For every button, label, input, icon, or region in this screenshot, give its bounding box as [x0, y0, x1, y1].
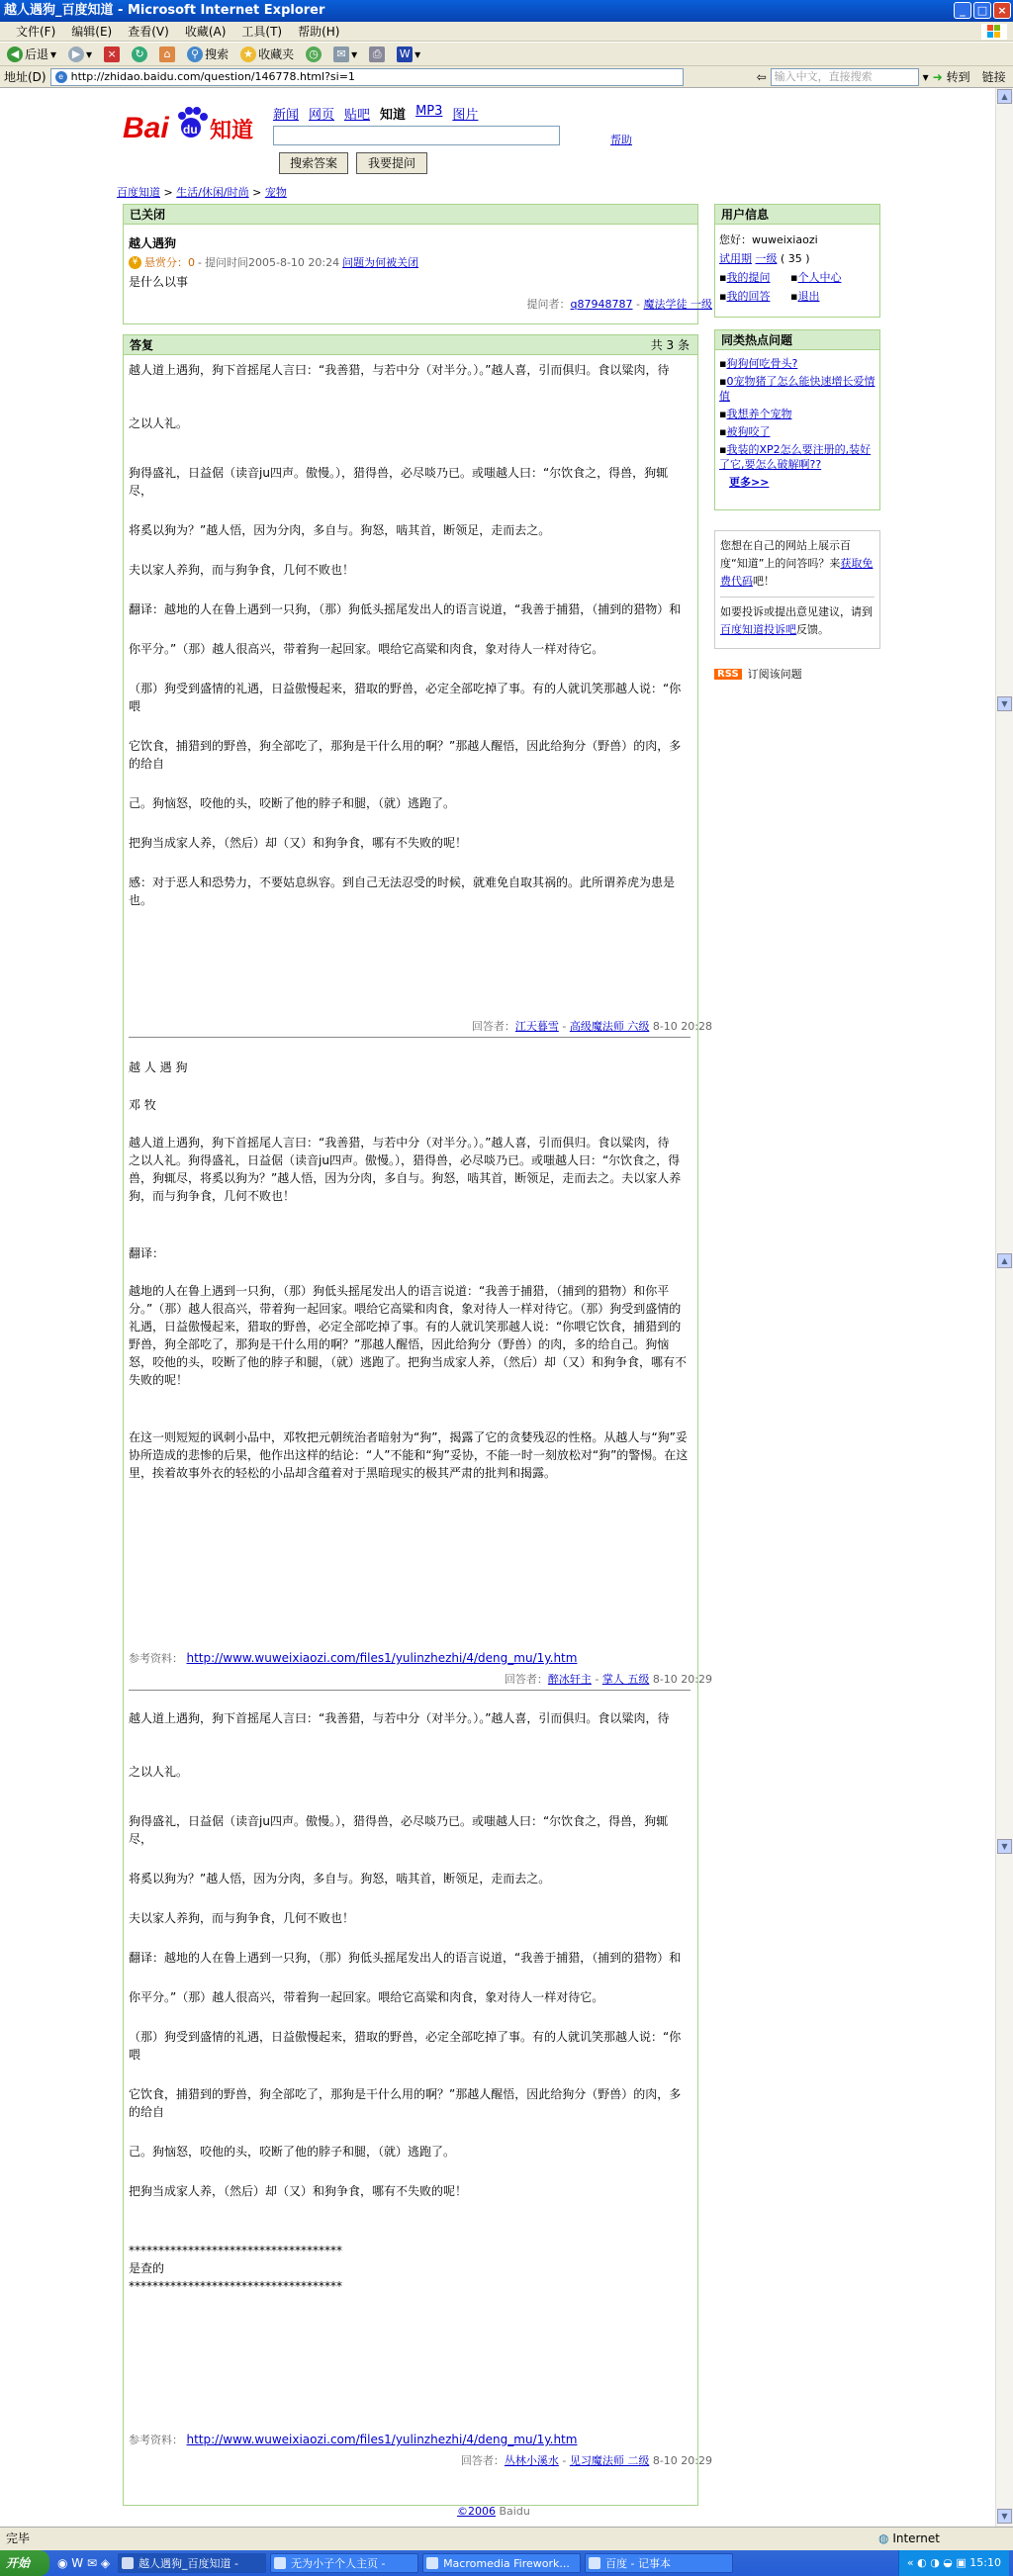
answer-divider	[129, 1037, 691, 1038]
question-time: 提问时间2005-8-10 20:24	[204, 256, 340, 269]
star-icon: ★	[240, 46, 256, 62]
scroll-marker-icon: ▼	[997, 1839, 1012, 1854]
answer-2-para: 在这一则短短的讽刺小品中，邓牧把元朝统治者暗射为“狗”，揭露了它的贪婪残忍的性格。从越人与“狗”妥协所造成的悲惨的后果，他作出这样的结论：“人”不能和“狗”妥协，不能一时一刻放松对“狗”的警惕。在这里，挨着故事外衣的轻松的小品却含蕴着对于黑暗现实的极其严肃的批判和揭露。	[129, 1430, 689, 1480]
top-nav	[273, 104, 478, 123]
answer-1-para: 将奚以狗为？”越人悟，因为分肉，多自与。狗怒，啮其首，断领足，走而去之。	[129, 523, 551, 537]
nav-news[interactable]: 新闻	[273, 108, 300, 123]
question-body: 是什么以事	[129, 275, 189, 289]
answer-2-para: 越地的人在鲁上遇到一只狗，（那）狗低头摇尾发出人的语言说道：“我善于捕猎，（捕到的猎物）和你平分。”（那）越人很高兴，带着狗一起回家。喂给它高粱和肉食，象对待人一样对待它。（那）狗受到盛情的礼遇，日益傲慢起来，猎取的野兽，必定全部吃掉了事。有的人就讥笑那越人说：“你喂它饮食，捕猎到的野兽，狗全部吃了，那狗是干什么用的啊？”那越人醒悟，因此给狗分（野兽）的肉，多的给自己。狗恼怒，咬他的头，咬断了他的脖子和腿，（就）逃跑了。把狗当成家人养，（然后）却（又）和狗争食，哪有不失败的呢！	[129, 1284, 688, 1387]
print-icon: ⎙	[369, 46, 385, 62]
forward-arrow-icon: ▶	[68, 46, 84, 62]
answer-2-body	[129, 1058, 691, 1482]
mail-button[interactable]: ✉ ▾	[330, 46, 360, 62]
answer-2-meta: 回答者：醉冰轩主 - 掌人 五级 8-10 20:29	[504, 1673, 712, 1686]
user-grade[interactable]: 一级	[755, 252, 778, 265]
history-icon: ◷	[306, 46, 322, 62]
hot-question-link[interactable]: 我装的XP2怎么要注册的,装好了它,要怎么破解啊??	[719, 443, 872, 471]
question-asker: 提问者：q87948787 - 魔法学徒 一级	[526, 298, 712, 311]
answer-3-ref-link[interactable]: http://www.wuweixiaozi.com/files1/yulinzhezhi/4/deng_mu/1y.htm	[186, 2433, 578, 2446]
asker-level[interactable]: 魔法学徒 一级	[643, 298, 712, 311]
address-url: http://zhidao.baidu.com/question/146778.html?si=1	[70, 70, 355, 83]
scroll-marker-icon: ▲	[997, 1253, 1012, 1268]
windows-logo-icon	[981, 24, 1007, 40]
complaint-link[interactable]: 百度知道投诉吧	[720, 623, 796, 636]
search-icon: ⚲	[187, 46, 203, 62]
answer-2-trans-label: 翻译：	[129, 1246, 165, 1260]
answer-1-para: 它饮食，捕猎到的野兽，狗全部吃了，那狗是干什么用的啊？”那越人醒悟，因此给狗分（野兽）的肉，多的给自	[129, 739, 682, 771]
answer-2-title: 越 人 遇 狗	[129, 1060, 188, 1074]
baidu-logo[interactable]	[123, 102, 261, 147]
hot-question-link[interactable]: 0宠物猪了怎么能快速增长爱情值	[719, 375, 875, 403]
answer-3-meta: 回答者：丛林小溪水 - 见习魔法师 二级 8-10 20:29	[460, 2454, 712, 2467]
answer-3-para: 夫以家人养狗，而与狗争食，几何不败也！	[129, 1911, 355, 1925]
my-questions-link[interactable]: 我的提问	[726, 271, 771, 284]
stop-icon: ×	[104, 46, 120, 62]
answer-3-para: 它饮食，捕猎到的野兽，狗全部吃了，那狗是干什么用的啊？”那越人醒悟，因此给狗分（野兽）的肉，多的给自	[129, 2087, 682, 2119]
status-bar	[0, 2527, 1013, 2550]
user-info-panel: 用户信息 您好：wuweixiaozi 试用期 一级 ( 35 ) ▪我的提问 ▪个人中心 ▪我的回答 ▪退出	[714, 204, 880, 318]
my-answers-link[interactable]: 我的回答	[726, 290, 771, 303]
menu-view[interactable]: 查看(V)	[128, 25, 169, 39]
answer-3-para: 己。狗恼怒，咬他的头，咬断了他的脖子和腿，（就）逃跑了。	[129, 2145, 456, 2159]
task-ie[interactable]: 越人遇狗_百度知道 -	[118, 2553, 266, 2573]
answer-3-author[interactable]: 丛林小溪水	[504, 2454, 559, 2467]
address-bar	[0, 66, 1013, 88]
answer-3-para: 将奚以狗为？”越人悟，因为分肉，多自与。狗怒，啮其首，断领足，走而去之。	[129, 1872, 551, 1886]
question-meta: ¥ 悬赏分：0 - 提问时间2005-8-10 20:24 问题为何被关闭	[129, 254, 418, 270]
task-notepad[interactable]: 百度 - 记事本	[585, 2553, 733, 2573]
user-name: wuweixiaozi	[752, 233, 818, 246]
go-button[interactable]: ➜ 转到	[932, 70, 970, 84]
status-zone: ◍ Internet	[878, 2531, 940, 2545]
answer-2-level[interactable]: 掌人 五级	[601, 1673, 650, 1686]
task-fireworks[interactable]: Macromedia Firework...	[422, 2553, 581, 2573]
menu-tools[interactable]: 工具(T)	[241, 25, 283, 39]
task-homepage[interactable]: 无为小子个人主页 -	[270, 2553, 418, 2573]
ask-question-button[interactable]: 我要提问	[356, 152, 427, 174]
print-button[interactable]	[366, 46, 388, 62]
answer-1-para: 狗得盛礼，日益倨（读音ju四声。傲慢。），猎得兽，必尽啖乃已。或嗤越人曰：“尔饮食之，得兽，狗辄尽，	[129, 466, 669, 498]
hot-questions-header: 同类热点问题	[715, 330, 879, 350]
breadcrumb: 百度知道 > 生活/休闲/时尚 > 宠物	[117, 186, 287, 199]
answer-3-reference: 参考资料： http://www.wuweixiaozi.com/files1/yulinzhezhi/4/deng_mu/1y.htm	[129, 2433, 578, 2446]
breadcrumb-subcategory[interactable]: 宠物	[264, 186, 287, 199]
scroll-marker-icon: ▼	[997, 696, 1012, 711]
rss-icon: RSS	[714, 669, 742, 680]
nav-zhidao: 知道	[380, 108, 407, 123]
scroll-down-icon[interactable]: ▼	[997, 2509, 1012, 2524]
status-text: 完毕	[6, 2531, 31, 2545]
answer-3-para: 越人道上遇狗，狗下首摇尾人言曰：“我善猎，与若中分（对半分。）。”越人喜，引而俱归。食以粱肉，待 之以人礼。	[129, 1711, 670, 1779]
user-info-header: 用户信息	[715, 205, 879, 225]
answer-1-meta: 回答者：江天暮雪 - 高级魔法师 六级 8-10 20:28	[471, 1020, 712, 1033]
address-search-input[interactable]: 输入中文，直接搜索	[771, 68, 919, 86]
minimize-button[interactable]: _	[954, 2, 971, 19]
answer-1-para: （那）狗受到盛情的礼遇，日益傲慢起来，猎取的野兽，必定全部吃掉了事。有的人就讥笑那越人说：“你喂	[129, 682, 682, 713]
answer-3-para: 狗得盛礼，日益倨（读音ju四声。傲慢。），猎得兽，必尽啖乃已。或嗤越人曰：“尔饮食之，得兽，狗辄尽，	[129, 1814, 669, 1846]
word-icon: W	[397, 46, 413, 62]
answers-count: 共 3 条	[650, 338, 690, 352]
answer-1-para: 越人道上遇狗，狗下首摇尾人言曰：“我善猎，与若中分（对半分。）。”越人喜，引而俱归。食以粱肉，待 之以人礼。	[129, 363, 670, 430]
svg-text:知道: 知道	[210, 119, 254, 143]
nav-mp3[interactable]: MP3	[415, 104, 443, 119]
answer-3-level[interactable]: 见习魔法师 二级	[569, 2454, 650, 2467]
answer-1-body	[129, 361, 691, 909]
hot-question-link[interactable]: 我想养个宠物	[726, 408, 792, 420]
window-titlebar	[0, 0, 1013, 22]
answer-3-stars: ************************************	[129, 2279, 342, 2293]
coin-icon: ¥	[129, 256, 141, 269]
nav-image[interactable]: 图片	[452, 108, 479, 123]
menu-help[interactable]: 帮助(H)	[298, 25, 340, 39]
promo-panel: 您想在自己的网站上展示百度“知道”上的问答吗？来获取免费代码吧！ 如要投诉或提出意见建议，请到百度知道投诉吧反馈。	[714, 530, 880, 649]
answer-1-author[interactable]: 江天暮雪	[514, 1020, 559, 1033]
question-reward: 悬赏分：0	[144, 256, 195, 269]
question-status: 已关闭	[124, 205, 697, 225]
scroll-up-icon[interactable]: ▲	[997, 89, 1012, 104]
asker-link[interactable]: q87948787	[570, 298, 633, 311]
answer-3-body	[129, 1709, 691, 2295]
answer-2-author[interactable]: 醉冰轩主	[547, 1673, 592, 1686]
taskbar	[0, 2550, 1013, 2576]
mail-icon: ✉	[333, 46, 349, 62]
rss-subscribe[interactable]	[714, 666, 802, 682]
more-hot-link[interactable]: 更多>>	[729, 476, 770, 489]
go-arrow-icon: ➜	[932, 70, 943, 84]
menubar	[0, 22, 1013, 42]
back-button[interactable]: ◀ 后退 ▾	[4, 46, 59, 62]
answer-1-para: 己。狗恼怒，咬他的头，咬断了他的脖子和腿，（就）逃跑了。	[129, 796, 456, 810]
why-closed-link[interactable]: 问题为何被关闭	[342, 256, 419, 269]
search-button[interactable]: ⚲ 搜索	[184, 46, 231, 62]
address-label: 地址(D)	[4, 70, 46, 84]
hot-question-link[interactable]: 被狗咬了	[726, 425, 771, 438]
vertical-scrollbar[interactable]	[995, 88, 1013, 2527]
links-button[interactable]: 链接	[981, 70, 1006, 84]
clock: 15:10	[969, 2556, 1001, 2569]
close-button[interactable]: ×	[993, 2, 1011, 19]
answer-3-para: 把狗当成家人养，（然后）却（又）和狗争食，哪有不失败的呢！	[129, 2184, 468, 2198]
menu-edit[interactable]: 编辑(E)	[71, 25, 113, 39]
address-dropdown-icon[interactable]: ▾	[922, 69, 929, 84]
toolbar	[0, 43, 1013, 66]
home-button[interactable]	[156, 46, 178, 62]
answer-2-para: 之以人礼。狗得盛礼，日益倨（读音ju四声。傲慢。），猎得兽，必尽啖乃已。或嗤越人曰：“尔饮食之，得兽，狗辄尽，将奚以狗为？”越人悟，因为分肉，多自与。狗怒，啮其首，断领足，走而去之。夫以家人养狗，而与狗争食，几何不败也！	[129, 1153, 682, 1203]
nav-web[interactable]: 网页	[309, 108, 335, 123]
breadcrumb-category[interactable]: 生活/休闲/时尚	[176, 186, 249, 199]
rss-label: 订阅该问题	[747, 668, 802, 681]
word-button[interactable]: W ▾	[394, 46, 423, 62]
answer-2-para: 越人道上遇狗，狗下首摇尾人言曰：“我善猎，与若中分（对半分。）。”越人喜，引而俱归。食以粱肉，待	[129, 1136, 670, 1150]
answer-1-para: 你平分。”（那）越人很高兴，带着狗一起回家。喂给它高粱和肉食，象对待人一样对待它。	[129, 642, 604, 656]
breadcrumb-home[interactable]: 百度知道	[117, 186, 160, 199]
quicklaunch-icons[interactable]: ◉ W ✉ ◈	[57, 2556, 111, 2570]
answer-3-stars: ************************************	[129, 2244, 342, 2257]
search-answers-button[interactable]: 搜索答案	[279, 152, 348, 174]
window-title: 越人遇狗_百度知道 - Microsoft Internet Explorer	[4, 3, 325, 18]
answer-divider	[129, 1690, 691, 1691]
answer-1-para: 夫以家人养狗，而与狗争食，几何不败也！	[129, 563, 355, 577]
question-title: 越人遇狗	[129, 236, 177, 250]
start-button[interactable]: 开始	[0, 2550, 49, 2576]
back-arrow-icon: ◀	[7, 46, 23, 62]
answer-3-para: 翻译：越地的人在鲁上遇到一只狗，（那）狗低头摇尾发出人的语言说道，“我善于捕猎，（捕到的猎物）和	[129, 1951, 682, 1965]
answer-2-ref-link[interactable]: http://www.wuweixiaozi.com/files1/yulinzhezhi/4/deng_mu/1y.htm	[186, 1651, 578, 1665]
svg-text:du: du	[183, 123, 198, 137]
get-code-link[interactable]: 获取免费代码	[720, 557, 874, 588]
answer-1-para: 把狗当成家人养，（然后）却（又）和狗争食，哪有不失败的呢！	[129, 836, 468, 850]
user-period[interactable]: 试用期	[719, 252, 752, 265]
user-center-link[interactable]: 个人中心	[797, 271, 842, 284]
answer-1-level[interactable]: 高级魔法师 六级	[569, 1020, 650, 1033]
address-back-icon[interactable]: ⇦	[756, 69, 767, 84]
page-icon: e	[55, 71, 67, 83]
answers-header: 答复 共 3 条	[124, 335, 697, 355]
home-icon: ⌂	[159, 46, 175, 62]
answer-3-para: 你平分。”（那）越人很高兴，带着狗一起回家。喂给它高粱和肉食，象对待人一样对待它。	[129, 1990, 604, 2004]
refresh-button[interactable]	[129, 46, 150, 62]
history-button[interactable]	[303, 46, 324, 62]
logout-link[interactable]: 退出	[797, 290, 820, 303]
forward-button[interactable]: ▶ ▾	[65, 46, 95, 62]
search-input[interactable]	[273, 126, 560, 145]
menu-file[interactable]: 文件(F)	[16, 25, 56, 39]
hot-questions-panel: 同类热点问题 ▪狗狗何吃骨头? ▪0宠物猪了怎么能快速增长爱情值 ▪我想养个宠物 ▪被狗咬了 ▪我装的XP2怎么要注册的,装好了它,要怎么破解啊?? 更多>>	[714, 329, 880, 510]
tray-icons[interactable]: « ◐ ◑ ◒ ▣	[906, 2556, 970, 2569]
answer-3-para: （那）狗受到盛情的礼遇，日益傲慢起来，猎取的野兽，必定全部吃掉了事。有的人就讥笑那越人说：“你喂	[129, 2030, 682, 2062]
address-input[interactable]	[50, 68, 684, 86]
answer-3-note: 是查的	[129, 2261, 165, 2275]
svg-text:Bai: Bai	[123, 112, 169, 144]
help-link[interactable]: 帮助	[610, 134, 632, 146]
footer-year[interactable]: ©2006	[457, 2505, 496, 2518]
nav-tieba[interactable]: 贴吧	[344, 108, 371, 123]
answer-1-para: 感：对于恶人和恐势力，不要姑息纵容。到自己无法忍受的时候，就难免自取其祸的。此所谓养虎为患是也。	[129, 875, 676, 907]
answer-1-para: 翻译：越地的人在鲁上遇到一只狗，（那）狗低头摇尾发出人的语言说道，“我善于捕猎，（捕到的猎物）和	[129, 602, 682, 616]
favorites-button[interactable]: ★ 收藏夹	[237, 46, 297, 62]
hot-question-link[interactable]: 狗狗何吃骨头?	[726, 357, 798, 370]
maximize-button[interactable]: □	[973, 2, 991, 19]
answer-2-author-line: 邓 牧	[129, 1098, 156, 1112]
refresh-icon: ↻	[132, 46, 147, 62]
menu-favorites[interactable]: 收藏(A)	[184, 25, 227, 39]
answer-2-reference: 参考资料： http://www.wuweixiaozi.com/files1/yulinzhezhi/4/deng_mu/1y.htm	[129, 1651, 578, 1665]
footer: ©2006 Baidu	[457, 2505, 530, 2518]
globe-icon: ◍	[878, 2531, 889, 2545]
stop-button[interactable]	[101, 46, 123, 62]
system-tray	[898, 2550, 1009, 2576]
user-score: ( 35 )	[781, 252, 810, 265]
